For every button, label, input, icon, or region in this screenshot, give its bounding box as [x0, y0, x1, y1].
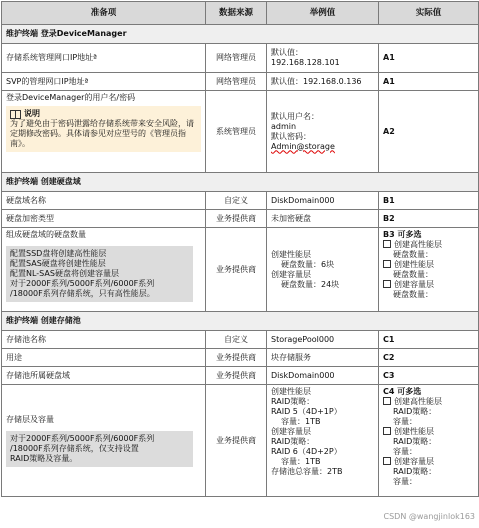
actual-cell: [379, 228, 479, 312]
actual-cell: B1: [379, 192, 479, 210]
item-cell: 硬盘加密类型: [2, 210, 206, 228]
example-cell: 块存储服务: [267, 349, 379, 367]
example-cell: [267, 91, 379, 173]
table-row: [2, 385, 479, 497]
actual-cell: C3: [379, 367, 479, 385]
actual-cell: A2: [379, 91, 479, 173]
source-cell: 业务提供商: [206, 210, 267, 228]
info-line: /18000F系列存储系统，只有高性能层。: [10, 289, 155, 298]
option-detail: RAID策略：: [393, 467, 437, 476]
checkbox[interactable]: [383, 280, 391, 288]
example-line: Admin@storage: [271, 141, 335, 151]
example-line: RAID 5（4D+1P）: [271, 407, 342, 416]
preparation-table: [1, 1, 479, 497]
section-row: [2, 312, 479, 331]
info-line: 配置SSD盘将创建高性能层: [10, 249, 107, 258]
actual-title: C4 可多选: [383, 387, 422, 396]
example-cell: DiskDomain000: [267, 192, 379, 210]
section-row: [2, 173, 479, 192]
example-line: RAID 6（4D+2P）: [271, 447, 342, 456]
option-item: 创建高性能层: [383, 240, 474, 250]
header-source: 数据来源: [206, 2, 267, 25]
book-icon: [10, 110, 21, 119]
source-cell: 业务提供商: [206, 228, 267, 312]
table-header: [2, 2, 479, 25]
example-line: 默认用户名：: [271, 111, 319, 121]
checkbox[interactable]: [383, 260, 391, 268]
section-title: 维护终端 创建硬盘域: [2, 173, 479, 192]
actual-cell: A1: [379, 44, 479, 73]
option-item: 创建性能层: [383, 260, 474, 270]
info-box: [6, 246, 193, 302]
example-cell: StoragePool000: [267, 331, 379, 349]
source-cell: 业务提供商: [206, 385, 267, 497]
example-line: 存储池总容量：2TB: [271, 467, 343, 476]
option-detail: 硬盘数量：: [393, 250, 433, 259]
option-detail: 容量：: [393, 447, 417, 456]
option-detail: 容量：: [393, 417, 417, 426]
source-cell: 自定义: [206, 331, 267, 349]
item-cell: [2, 228, 206, 312]
table-row: [2, 73, 479, 91]
item-cell: [2, 385, 206, 497]
item-text: 存储层及容量: [6, 414, 54, 424]
actual-cell: C1: [379, 331, 479, 349]
example-line: RAID策略：: [271, 397, 315, 406]
item-cell: 存储池所属硬盘域: [2, 367, 206, 385]
source-cell: 自定义: [206, 192, 267, 210]
option-item: 创建性能层: [383, 427, 474, 437]
actual-cell: [379, 385, 479, 497]
option-item: 创建高性能层: [383, 397, 474, 407]
table-row: [2, 210, 479, 228]
item-text: 登录DeviceManager的用户名/密码: [6, 93, 136, 102]
option-detail: RAID策略：: [393, 407, 437, 416]
table-row: [2, 349, 479, 367]
table-row: [2, 192, 479, 210]
watermark: CSDN @wangjinlok163: [383, 512, 475, 521]
item-text: 组成硬盘域的硬盘数量: [6, 230, 86, 239]
item-cell: 硬盘域名称: [2, 192, 206, 210]
table-row: [2, 228, 479, 312]
note-text: 为了避免由于密码泄露给存储系统带来安全风险，请定期修改密码。具体请参见对应型号的《管理员指南》。: [10, 119, 194, 148]
item-cell: 存储系统管理网口IP地址ª: [2, 44, 206, 73]
example-line: RAID策略：: [271, 437, 315, 446]
source-cell: 网络管理员: [206, 44, 267, 73]
example-line: 创建容量层: [271, 269, 311, 279]
source-cell: 业务提供商: [206, 349, 267, 367]
example-line: 容量：1TB: [281, 417, 321, 426]
checkbox[interactable]: [383, 427, 391, 435]
item-cell: [2, 91, 206, 173]
example-line: 192.168.128.101: [271, 58, 340, 67]
table-row: [2, 91, 479, 173]
item-cell: 用途: [2, 349, 206, 367]
example-cell: [267, 44, 379, 73]
note-title: 说明: [24, 109, 40, 118]
option-detail: 硬盘数量：: [393, 270, 433, 279]
info-line: RAID策略及容量。: [10, 453, 78, 463]
example-line: admin: [271, 121, 297, 131]
header-example: 举例值: [267, 2, 379, 25]
example-line: 容量：1TB: [281, 457, 321, 466]
section-title: 维护终端 创建存储池: [2, 312, 479, 331]
source-cell: 业务提供商: [206, 367, 267, 385]
checkbox[interactable]: [383, 397, 391, 405]
source-cell: 系统管理员: [206, 91, 267, 173]
info-line: 配置SAS硬盘将创建性能层: [10, 259, 106, 268]
option-item: 创建容量层: [383, 280, 474, 290]
actual-title: B3 可多选: [383, 230, 422, 239]
info-line: 对于2000F系列/5000F系列/6000F系列: [10, 433, 155, 443]
example-line: 硬盘数量：6块: [281, 259, 335, 269]
example-line: 创建容量层: [271, 427, 311, 436]
example-line: 创建性能层: [271, 387, 311, 396]
actual-cell: B2: [379, 210, 479, 228]
info-line: 配置NL-SAS硬盘将创建容量层: [10, 269, 119, 278]
actual-cell: A1: [379, 73, 479, 91]
example-line: 硬盘数量：24块: [281, 279, 340, 289]
option-item: 创建容量层: [383, 457, 474, 467]
table-row: [2, 331, 479, 349]
section-row: [2, 25, 479, 44]
info-line: 对于2000F系列/5000F系列/6000F系列: [10, 279, 155, 288]
info-line: /18000F系列存储系统，仅支持设置: [10, 443, 139, 453]
example-line: 创建性能层: [271, 249, 311, 259]
option-detail: 硬盘数量：: [393, 290, 433, 299]
header-item: 准备项: [2, 2, 206, 25]
table-row: [2, 44, 479, 73]
actual-cell: C2: [379, 349, 479, 367]
info-box: [6, 431, 193, 467]
item-cell: 存储池名称: [2, 331, 206, 349]
example-cell: [267, 385, 379, 497]
table-row: [2, 367, 479, 385]
checkbox[interactable]: [383, 457, 391, 465]
header-actual: 实际值: [379, 2, 479, 25]
example-cell: 默认值：192.168.0.136: [267, 73, 379, 91]
example-line: 默认密码：: [271, 131, 311, 141]
checkbox[interactable]: [383, 240, 391, 248]
example-cell: DiskDomain000: [267, 367, 379, 385]
source-cell: 网络管理员: [206, 73, 267, 91]
item-cell: SVP的管理网口IP地址ª: [2, 73, 206, 91]
option-detail: RAID策略：: [393, 437, 437, 446]
example-line: 默认值：: [271, 48, 303, 57]
option-detail: 容量：: [393, 477, 417, 486]
note-box: [6, 106, 201, 152]
example-cell: [267, 228, 379, 312]
example-cell: 未加密硬盘: [267, 210, 379, 228]
section-title: 维护终端 登录DeviceManager: [2, 25, 479, 44]
